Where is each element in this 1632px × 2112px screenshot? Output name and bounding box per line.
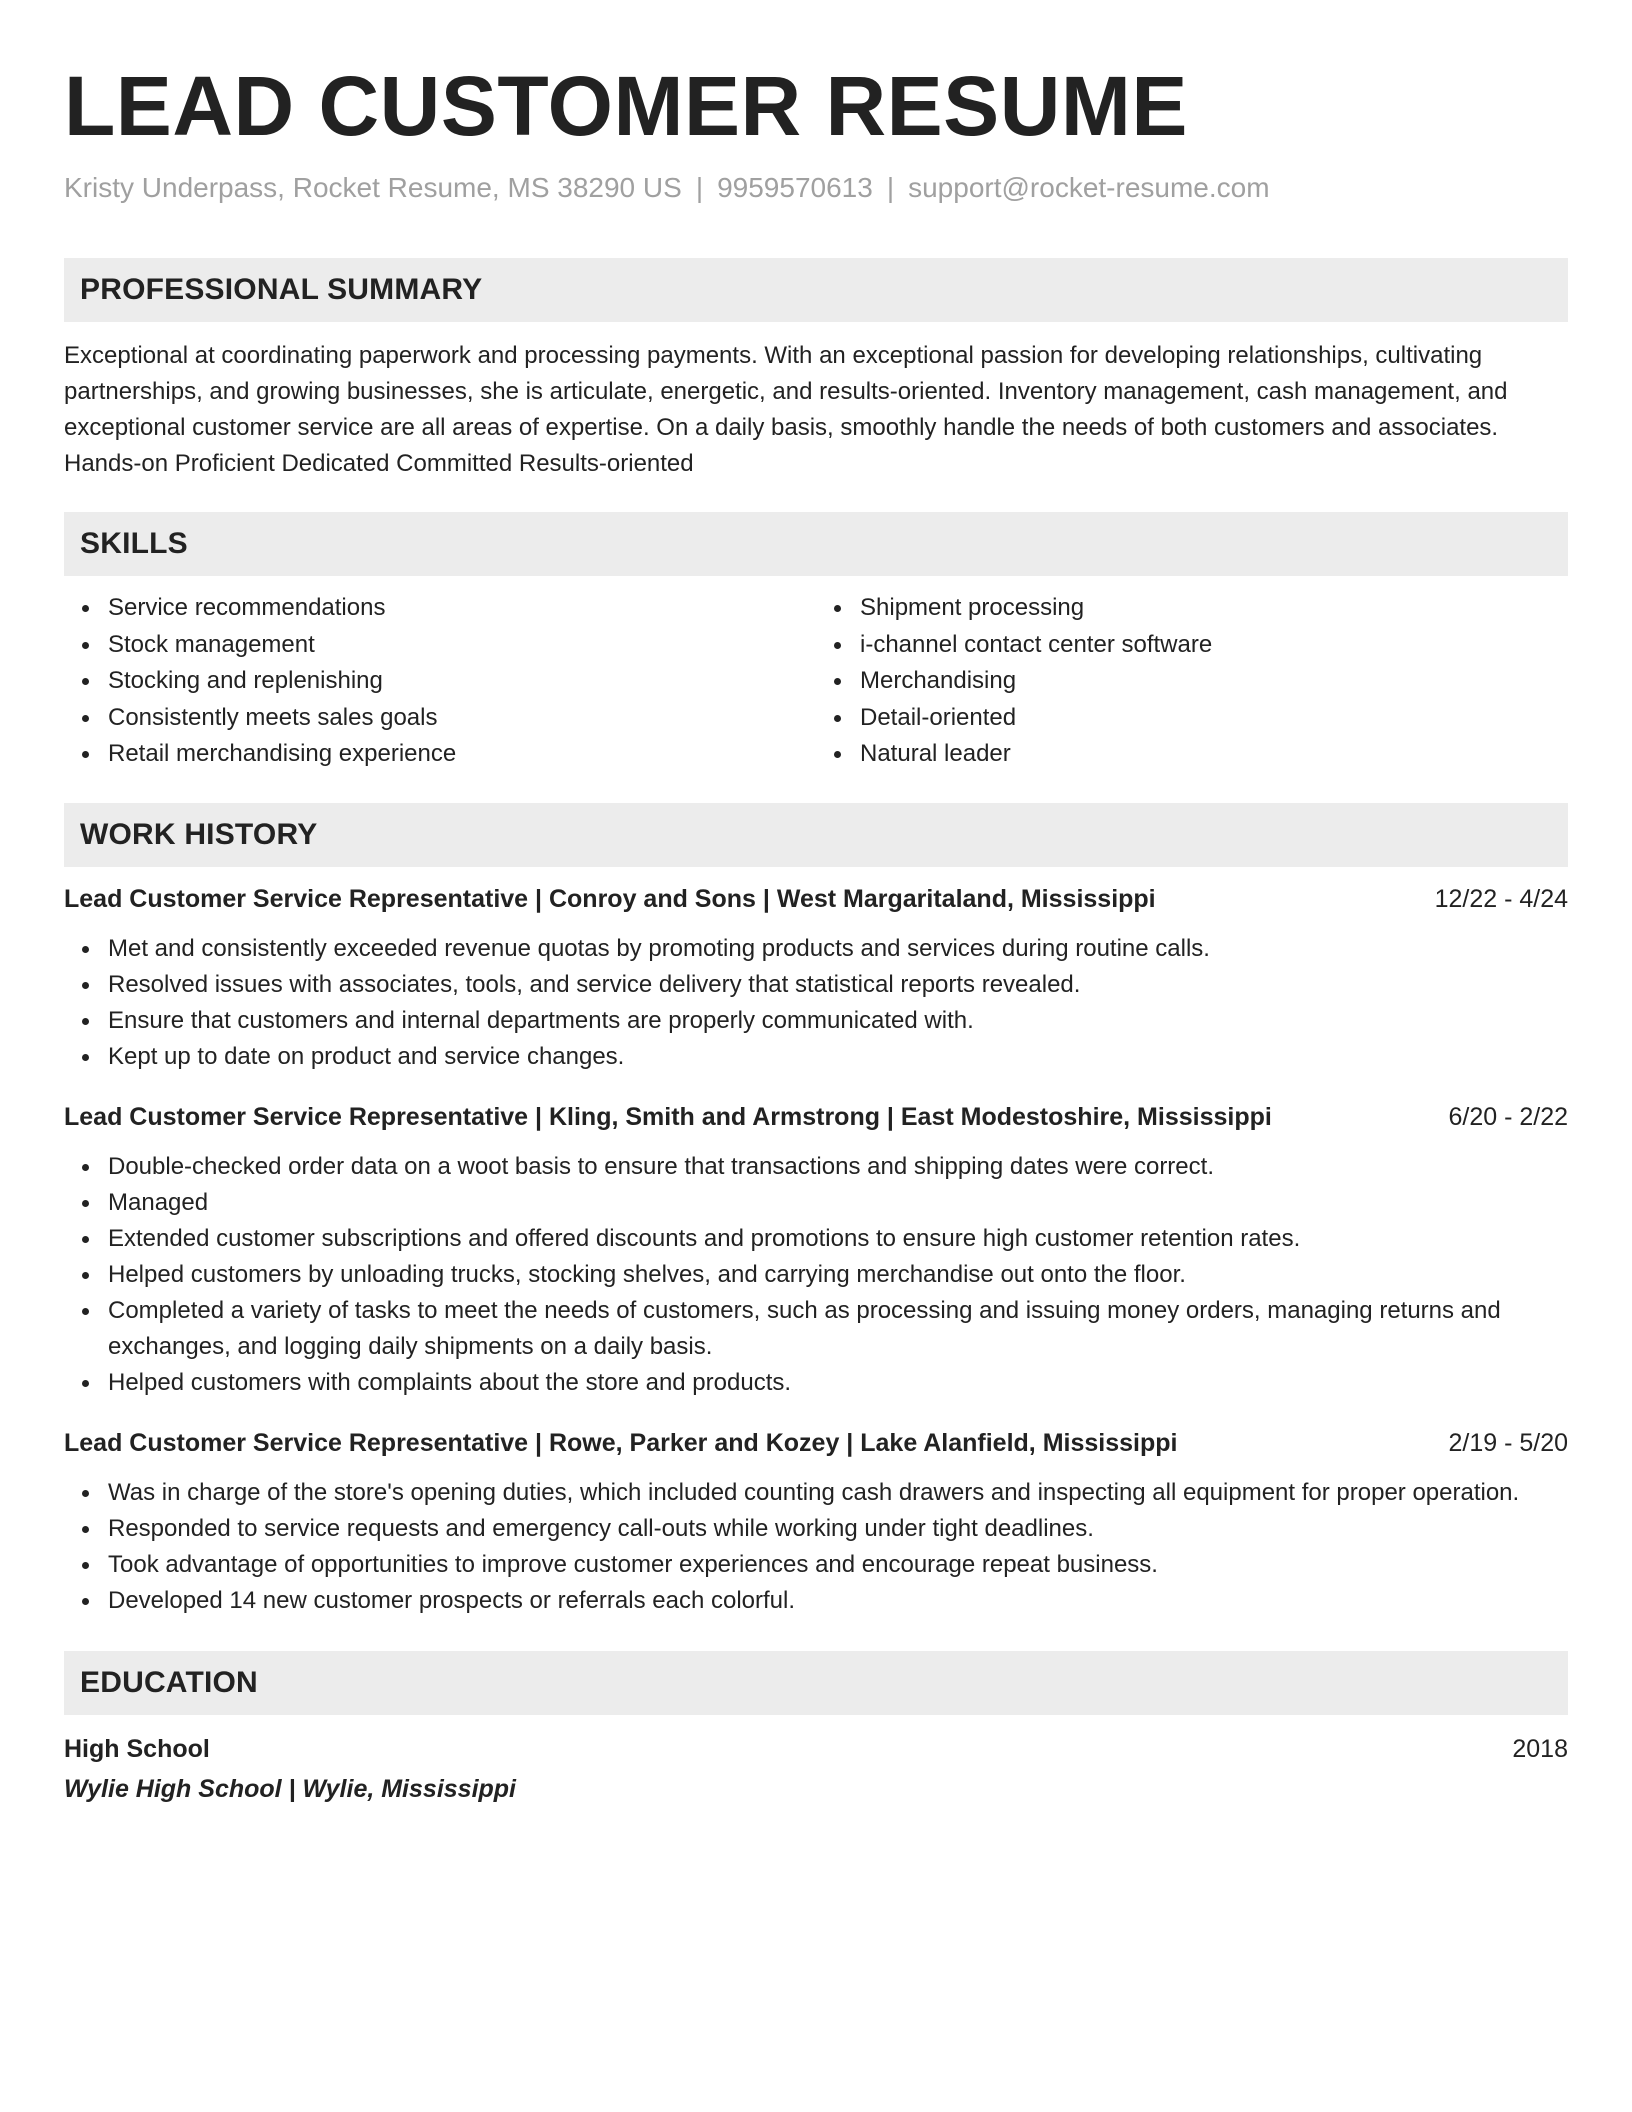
skill-item: Retail merchandising experience — [108, 736, 816, 773]
job-bullet: Kept up to date on product and service changes. — [108, 1039, 1568, 1075]
skill-item: Natural leader — [860, 736, 1568, 773]
job-header — [64, 881, 1568, 917]
job-header — [64, 1099, 1568, 1135]
job-title: Lead Customer Service Representative | Rowe, Parker and Kozey | Lake Alanfield, Mississippi — [64, 1428, 1178, 1457]
job-bullet: Helped customers with complaints about the store and products. — [108, 1365, 1568, 1401]
skill-item: Detail-oriented — [860, 700, 1568, 737]
education-heading: EDUCATION — [64, 1651, 1568, 1715]
skill-item: i-channel contact center software — [860, 627, 1568, 664]
skill-item: Stock management — [108, 627, 816, 664]
contact-separator: | — [695, 172, 704, 203]
contact-line — [64, 170, 1568, 206]
contact-separator: | — [886, 172, 895, 203]
skill-item: Consistently meets sales goals — [108, 700, 816, 737]
job-bullet: Double-checked order data on a woot basis to ensure that transactions and shipping dates were correct. — [108, 1149, 1568, 1185]
job-bullet: Ensure that customers and internal departments are properly communicated with. — [108, 1003, 1568, 1039]
skills-column-right — [816, 590, 1568, 773]
job-bullets — [64, 931, 1568, 1075]
job-entry — [64, 1099, 1568, 1401]
job-bullet: Developed 14 new customer prospects or referrals each colorful. — [108, 1583, 1568, 1619]
job-bullet: Took advantage of opportunities to improve customer experiences and encourage repeat business. — [108, 1547, 1568, 1583]
skills-list — [64, 590, 1568, 773]
job-bullet: Managed — [108, 1185, 1568, 1221]
job-title: Lead Customer Service Representative | Kling, Smith and Armstrong | East Modestoshire, Mississippi — [64, 1102, 1272, 1131]
contact-phone: 9959570613 — [717, 172, 873, 203]
contact-email: support@rocket-resume.com — [908, 172, 1270, 203]
contact-address: Kristy Underpass, Rocket Resume, MS 38290 US — [64, 172, 682, 203]
job-dates: 6/20 - 2/22 — [1448, 1102, 1568, 1131]
job-bullet: Extended customer subscriptions and offered discounts and promotions to ensure high customer retention rates. — [108, 1221, 1568, 1257]
education-school: Wylie High School | Wylie, Mississippi — [64, 1774, 517, 1803]
job-bullet: Helped customers by unloading trucks, stocking shelves, and carrying merchandise out onto the floor. — [108, 1257, 1568, 1293]
education-entry — [64, 1731, 1568, 1807]
job-dates: 12/22 - 4/24 — [1434, 884, 1568, 913]
job-entry — [64, 1425, 1568, 1619]
skill-item: Stocking and replenishing — [108, 663, 816, 700]
skill-item: Service recommendations — [108, 590, 816, 627]
job-title: Lead Customer Service Representative | Conroy and Sons | West Margaritaland, Mississippi — [64, 884, 1156, 913]
job-dates: 2/19 - 5/20 — [1448, 1428, 1568, 1457]
skill-item: Shipment processing — [860, 590, 1568, 627]
summary-text: Exceptional at coordinating paperwork and processing payments. With an exceptional passion for developing relationships, cultivating partnerships, and growing businesses, she is articulate, energetic, and results-oriented. Inventory management, cash management, and exceptional customer service are all areas of expertise. On a daily basis, smoothly handle the needs of both customers and associates. Hands-on Proficient Dedicated Committed Results-oriented — [64, 342, 1508, 477]
job-bullets — [64, 1475, 1568, 1619]
skills-column-left — [64, 590, 816, 773]
job-bullet: Resolved issues with associates, tools, and service delivery that statistical reports revealed. — [108, 967, 1568, 1003]
education-header — [64, 1731, 1568, 1767]
job-header — [64, 1425, 1568, 1461]
job-bullet: Was in charge of the store's opening duties, which included counting cash drawers and inspecting all equipment for proper operation. — [108, 1475, 1568, 1511]
job-bullet: Met and consistently exceeded revenue quotas by promoting products and services during routine calls. — [108, 931, 1568, 967]
summary-heading: PROFESSIONAL SUMMARY — [64, 258, 1568, 322]
skills-heading: SKILLS — [64, 512, 1568, 576]
skill-item: Merchandising — [860, 663, 1568, 700]
job-bullet: Completed a variety of tasks to meet the needs of customers, such as processing and issuing money orders, managing returns and exchanges, and logging daily shipments on a daily basis. — [108, 1293, 1568, 1365]
job-entry — [64, 881, 1568, 1075]
job-bullet: Responded to service requests and emergency call-outs while working under tight deadlines. — [108, 1511, 1568, 1547]
resume-title: LEAD CUSTOMER RESUME — [64, 59, 1188, 153]
work-history-heading: WORK HISTORY — [64, 803, 1568, 867]
education-degree: High School — [64, 1734, 210, 1763]
education-year: 2018 — [1512, 1734, 1568, 1763]
job-bullets — [64, 1149, 1568, 1401]
